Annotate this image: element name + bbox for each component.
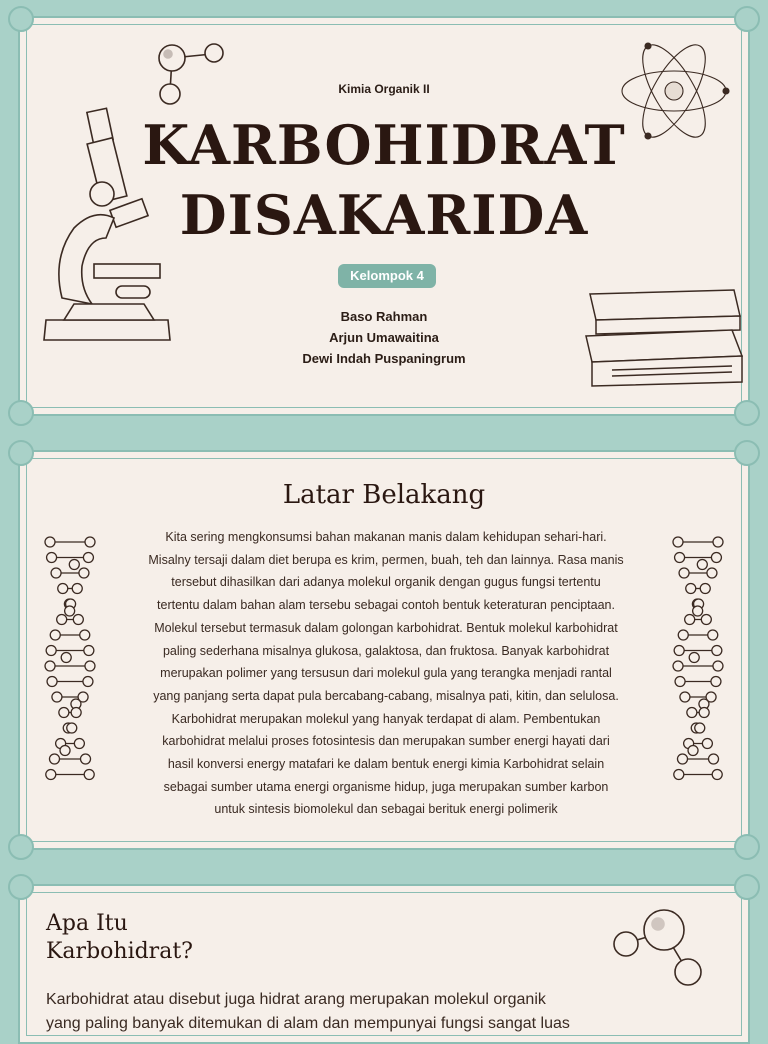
heading-line: Karbohidrat?: [46, 939, 193, 964]
background-slide: [18, 450, 750, 850]
member-list: [20, 306, 748, 369]
paragraph-line: Molekul tersebut termasuk dalam golongan karbohidrat. Bentuk molekul karbohidrat: [154, 620, 618, 635]
paragraph-line: sebagai sumber utama energi organisme hidup, juga merupakan sumber karbon: [163, 779, 609, 794]
frame-corner: [734, 874, 760, 900]
definition-paragraph: [46, 988, 746, 1036]
frame-corner: [8, 874, 34, 900]
paragraph-line: merupakan polimer yang tersusun dari molekul gula yang terangka menjadi rantal: [160, 666, 612, 681]
group-badge: Kelompok 4: [338, 264, 436, 288]
paragraph-line: Karbohidrat merupakan molekul yang hanyak terdapat di alam. Pembentukan: [171, 711, 601, 726]
section-heading: [46, 910, 193, 966]
frame-corner: [734, 834, 760, 860]
paragraph-line: tersebut dihasilkan dari adanya molekul organik dengan gugus fungsi tertentu: [171, 575, 601, 590]
paragraph-line: karbohidrat melalui proses fotosintesis dan merupakan sumber energi hayati dari: [162, 734, 610, 749]
paragraph-line: Karbohidrat atau disebut juga hidrat arang merupakan molekul organik: [46, 991, 546, 1008]
member-name: Baso Rahman: [340, 309, 428, 324]
paragraph-line: paling sederhana misalnya glukosa, galaktosa, dan fruktosa. Banyak karbohidrat: [162, 643, 610, 658]
course-label: Kimia Organik II: [338, 82, 430, 96]
paragraph-line: tertentu dalam bahan alam tersebu sebagai contoh bentuk keteraturan penciptaan.: [157, 598, 615, 613]
heading-line: Apa Itu: [46, 911, 128, 936]
title-line-2: DISAKARIDA: [179, 183, 589, 247]
frame-corner: [734, 400, 760, 426]
paragraph-line: yang panjang serta dapat pula bercabang-cabang, misalnya pati, kitin, dan selulosa.: [153, 688, 619, 703]
title-line-1: KARBOHIDRAT: [142, 113, 626, 177]
paragraph-line: Misalny tersaji dalam diet berupa es krim, permen, buah, teh dan lainnya. Rasa manis: [148, 552, 624, 567]
background-paragraph: [98, 526, 674, 821]
frame-corner: [734, 6, 760, 32]
molecule-icon: [150, 40, 230, 110]
frame-corner: [8, 400, 34, 426]
paragraph-line: Kita sering mengkonsumsi bahan makanan manis dalam kehidupan sehari-hari.: [165, 530, 607, 544]
paragraph-line: untuk sintesis biomolekul dan sebagai berituk energi polimerik: [214, 802, 558, 817]
frame-corner: [8, 6, 34, 32]
paragraph-line: hasil konversi energy matafari ke dalam bentuk energi kimia Karbohidrat selain: [167, 757, 605, 772]
definition-slide: [18, 884, 750, 1044]
member-name: Dewi Indah Puspaningrum: [302, 351, 466, 366]
paragraph-line: yang paling banyak ditemukan di alam dan mempunyai fungsi sangat luas: [46, 1015, 570, 1032]
member-name: Arjun Umawaitina: [329, 330, 439, 345]
frame-corner: [734, 440, 760, 466]
dna-icon: [672, 536, 724, 784]
frame-corner: [8, 440, 34, 466]
cover-slide: [18, 16, 750, 416]
dna-icon: [44, 536, 96, 784]
molecule-icon: [608, 906, 704, 990]
section-heading: Latar Belakang: [282, 480, 486, 510]
frame-corner: [8, 834, 34, 860]
